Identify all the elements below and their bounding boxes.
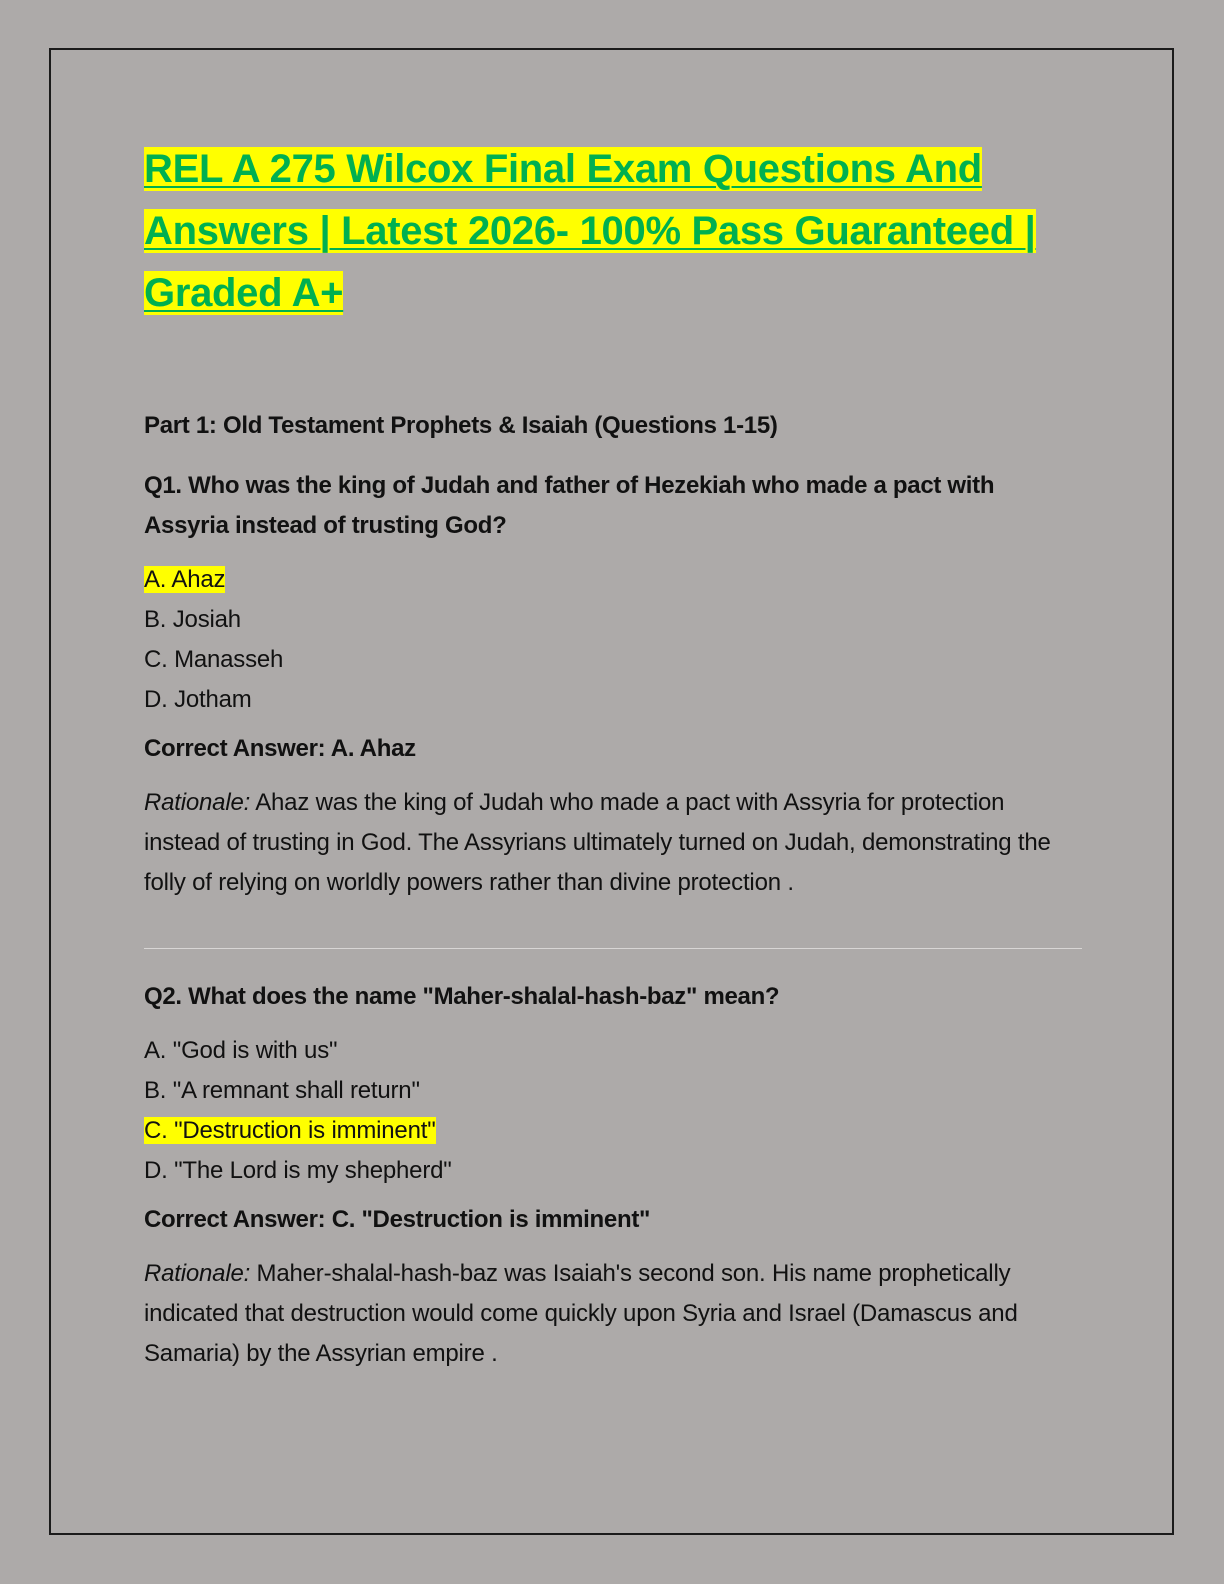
document-content (144, 138, 1082, 1374)
question-2 (144, 977, 1082, 1374)
question-2-correct-answer: Correct Answer: C. "Destruction is imminent" (144, 1206, 651, 1233)
highlighted-option-text: C. "Destruction is imminent" (144, 1117, 436, 1144)
question-2-rationale (144, 1254, 1082, 1374)
question-1-option-c: C. Manasseh (144, 646, 284, 673)
question-2-option-a: A. "God is with us" (144, 1037, 338, 1064)
highlighted-option-text: A. Ahaz (144, 566, 226, 593)
question-1-correct-answer: Correct Answer: A. Ahaz (144, 735, 416, 762)
part-heading: Part 1: Old Testament Prophets & Isaiah (Questions 1-15) (144, 412, 778, 439)
question-1-option-d: D. Jotham (144, 686, 252, 713)
rationale-text: Ahaz was the king of Judah who made a pact with Assyria for protection instead of trusting in God. The Assyrians ultimately turned on Judah, demonstrating the folly of relying on worldly powers rather than divine protection . (144, 789, 1051, 896)
question-1-options (144, 560, 1082, 720)
question-1-rationale (144, 783, 1082, 903)
rationale-text: Maher-shalal-hash-baz was Isaiah's second son. His name prophetically indicated that destruction would come quickly upon Syria and Israel (Damascus and Samaria) by the Assyrian empire . (144, 1260, 1018, 1367)
question-2-option-c (144, 1111, 1082, 1151)
rationale-label: Rationale: (144, 1260, 251, 1287)
question-2-option-b: B. "A remnant shall return" (144, 1077, 420, 1104)
question-1-option-b: B. Josiah (144, 606, 241, 633)
document-title (144, 138, 1082, 324)
question-2-text: Q2. What does the name "Maher-shalal-hash-baz" mean? (144, 983, 780, 1010)
question-2-option-d: D. "The Lord is my shepherd" (144, 1157, 452, 1184)
question-2-options (144, 1031, 1082, 1191)
question-divider (144, 948, 1082, 949)
question-1 (144, 466, 1082, 903)
question-1-text: Q1. Who was the king of Judah and father of Hezekiah who made a pact with Assyria instead of trusting God? (144, 472, 995, 539)
document-title-text: REL A 275 Wilcox Final Exam Questions And Answers | Latest 2026- 100% Pass Guaranteed | Graded A+ (144, 147, 1036, 315)
question-1-option-a (144, 560, 1082, 600)
rationale-label: Rationale: (144, 789, 251, 816)
